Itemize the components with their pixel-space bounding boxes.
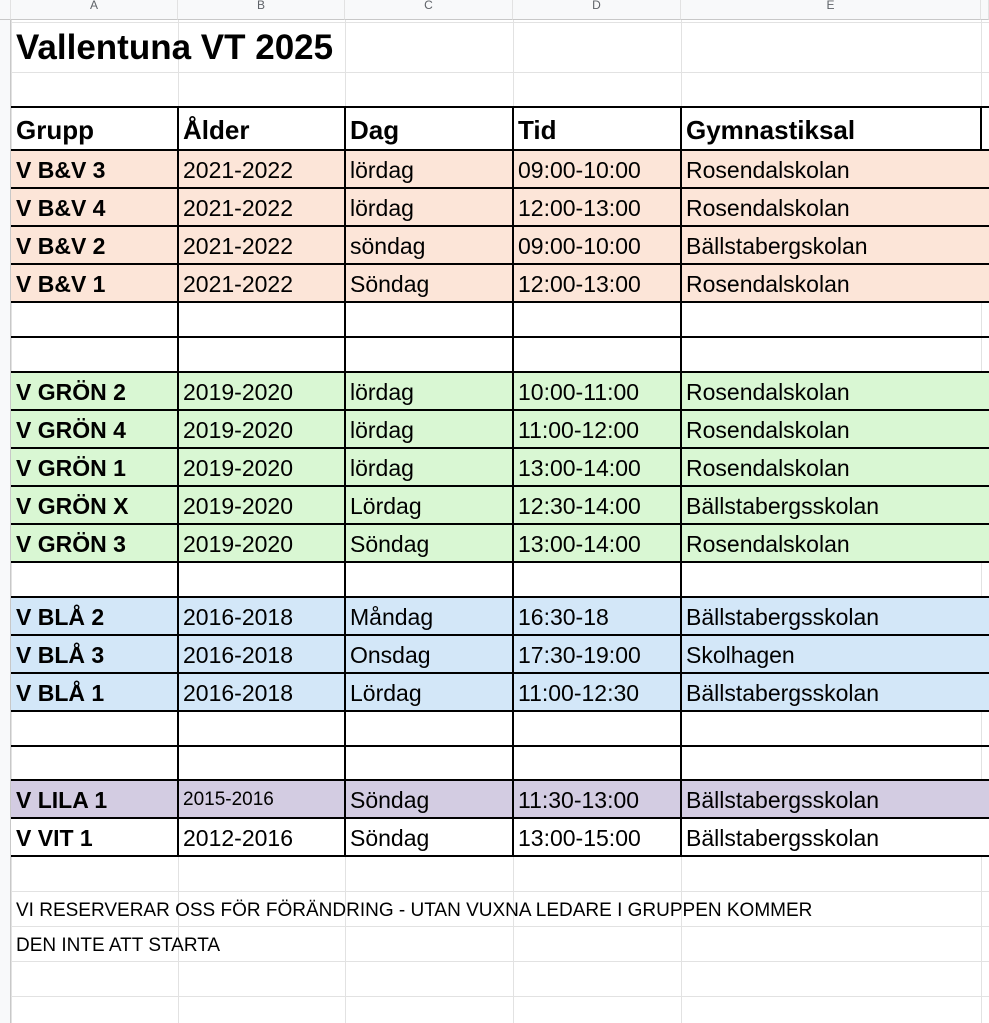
- cell-border: [980, 107, 982, 150]
- cell-value: 12:00-13:00: [518, 271, 641, 297]
- table-cell[interactable]: [681, 635, 981, 673]
- header-cell[interactable]: [11, 107, 178, 145]
- cell-value: V B&V 4: [16, 195, 106, 221]
- table-cell[interactable]: [681, 410, 981, 448]
- table-cell[interactable]: [11, 597, 178, 635]
- gridline: [0, 22, 989, 23]
- cell-value: 16:30-18: [518, 604, 609, 630]
- cell-value: V VIT 1: [16, 825, 93, 851]
- table-cell[interactable]: [513, 635, 681, 673]
- cell-value: V GRÖN X: [16, 493, 129, 519]
- cell-value: 12:30-14:00: [518, 493, 641, 519]
- table-cell[interactable]: [11, 264, 178, 302]
- cell-value: Lördag: [350, 680, 422, 706]
- cell-value: lördag: [350, 417, 414, 443]
- column-header-c[interactable]: C: [345, 0, 513, 20]
- cell-border: [177, 107, 179, 856]
- cell-border: [11, 447, 989, 449]
- cell-value: 2021-2022: [183, 157, 293, 183]
- gridline: [0, 891, 989, 892]
- gridline: [0, 996, 989, 997]
- table-row: [11, 264, 989, 302]
- table-row: [11, 410, 989, 448]
- header-cell[interactable]: [178, 107, 345, 145]
- gridline: [0, 926, 989, 927]
- header-label: Dag: [350, 115, 400, 145]
- column-header-f[interactable]: [981, 0, 989, 20]
- header-row: [11, 107, 989, 145]
- cell-value: V BLÅ 1: [16, 680, 105, 706]
- table-row: [11, 635, 989, 673]
- cell-value: Söndag: [350, 531, 430, 557]
- table-cell[interactable]: [681, 448, 981, 486]
- cell-value: 2016-2018: [183, 680, 293, 706]
- cell-value: Rosendalskolan: [686, 417, 850, 443]
- corner-cell[interactable]: [0, 0, 11, 20]
- table-row: [11, 780, 989, 818]
- header-label: Gymnastiksal: [686, 115, 856, 145]
- table-cell[interactable]: [513, 188, 681, 226]
- cell-border: [11, 187, 989, 189]
- cell-border: [11, 672, 989, 674]
- table-row: [11, 818, 989, 856]
- cell-value: 2019-2020: [183, 455, 293, 481]
- cell-value: V LILA 1: [16, 787, 108, 813]
- table-cell[interactable]: [345, 597, 513, 635]
- header-label: Ålder: [183, 115, 250, 145]
- table-cell[interactable]: [11, 780, 178, 818]
- table-cell[interactable]: [11, 372, 178, 410]
- cell-value: 11:00-12:30: [518, 680, 640, 706]
- table-cell[interactable]: [513, 486, 681, 524]
- table-cell[interactable]: [178, 524, 345, 562]
- cell-value: 2015-2016: [183, 789, 274, 810]
- cell-value: Bällstabergskolan: [686, 233, 868, 259]
- table-cell[interactable]: [513, 818, 681, 856]
- cell-value: söndag: [350, 233, 426, 259]
- column-header-b[interactable]: B: [178, 0, 345, 20]
- cell-value: Onsdag: [350, 642, 431, 668]
- table-cell[interactable]: [513, 524, 681, 562]
- cell-value: 09:00-10:00: [518, 233, 641, 259]
- cell-value: 10:00-11:00: [518, 379, 640, 405]
- table-cell[interactable]: [345, 372, 513, 410]
- header-cell[interactable]: [345, 107, 513, 145]
- cell-value: 12:00-13:00: [518, 195, 641, 221]
- header-cell[interactable]: [681, 107, 981, 145]
- cell-border: [11, 596, 989, 598]
- table-cell[interactable]: [11, 818, 178, 856]
- cell-value: 17:30-19:00: [518, 642, 641, 668]
- column-header-a[interactable]: A: [11, 0, 178, 20]
- column-header-d[interactable]: D: [513, 0, 681, 20]
- table-cell[interactable]: [345, 486, 513, 524]
- table-cell[interactable]: [11, 486, 178, 524]
- cell-value: lördag: [350, 455, 414, 481]
- row-header-strip[interactable]: [0, 20, 11, 1023]
- table-row: [11, 448, 989, 486]
- header-label: Grupp: [16, 115, 94, 145]
- cell-value: Söndag: [350, 825, 430, 851]
- gridline: [0, 961, 989, 962]
- cell-value: Rosendalskolan: [686, 455, 850, 481]
- cell-border: [11, 263, 989, 265]
- table-row: [11, 372, 989, 410]
- cell-border: [11, 523, 989, 525]
- cell-value: 11:30-13:00: [518, 787, 640, 813]
- cell-border: [11, 561, 989, 563]
- header-cell[interactable]: [513, 107, 681, 145]
- cell-value: Bällstabergsskolan: [686, 787, 880, 813]
- cell-value: Rosendalskolan: [686, 379, 850, 405]
- notice-line-1: VI RESERVERAR OSS FÖR FÖRÄNDRING - UTAN VUXNA LEDARE I GRUPPEN KOMMER: [16, 900, 813, 921]
- table-cell[interactable]: [11, 673, 178, 711]
- table-cell[interactable]: [681, 597, 981, 635]
- cell-value: 2021-2022: [183, 233, 293, 259]
- cell-value: 2019-2020: [183, 493, 293, 519]
- cell-value: 2021-2022: [183, 195, 293, 221]
- table-cell[interactable]: [11, 188, 178, 226]
- table-cell[interactable]: [681, 226, 981, 264]
- cell-border: [344, 107, 346, 856]
- cell-value: lördag: [350, 157, 414, 183]
- cell-value: Skolhagen: [686, 642, 795, 668]
- cell-border: [11, 336, 989, 338]
- table-cell[interactable]: [345, 264, 513, 302]
- cell-border: [11, 371, 989, 373]
- table-cell[interactable]: [681, 486, 981, 524]
- table-cell[interactable]: [513, 226, 681, 264]
- cell-border: [11, 301, 989, 303]
- table-cell[interactable]: [681, 780, 981, 818]
- cell-value: V GRÖN 4: [16, 417, 126, 443]
- table-cell[interactable]: [11, 524, 178, 562]
- table-cell[interactable]: [513, 448, 681, 486]
- table-cell[interactable]: [513, 410, 681, 448]
- cell-value: Lördag: [350, 493, 422, 519]
- table-cell[interactable]: [178, 597, 345, 635]
- cell-value: 2016-2018: [183, 642, 293, 668]
- table-cell[interactable]: [11, 150, 178, 188]
- table-row: [11, 188, 989, 226]
- cell-value: 2019-2020: [183, 379, 293, 405]
- cell-value: V GRÖN 1: [16, 455, 126, 481]
- table-cell[interactable]: [345, 188, 513, 226]
- cell-value: V B&V 1: [16, 271, 106, 297]
- table-cell[interactable]: [178, 150, 345, 188]
- cell-value: Rosendalskolan: [686, 157, 850, 183]
- table-cell[interactable]: [178, 818, 345, 856]
- cell-value: Söndag: [350, 787, 430, 813]
- table-cell[interactable]: [11, 448, 178, 486]
- table-cell[interactable]: [681, 372, 981, 410]
- table-row: [11, 486, 989, 524]
- cell-border: [11, 634, 989, 636]
- notice-line-2: DEN INTE ATT STARTA: [16, 935, 221, 956]
- cell-value: 09:00-10:00: [518, 157, 641, 183]
- table-cell[interactable]: [681, 264, 981, 302]
- table-cell[interactable]: [513, 150, 681, 188]
- cell-value: V GRÖN 2: [16, 379, 126, 405]
- table-cell[interactable]: [178, 486, 345, 524]
- cell-value: Bällstabergsskolan: [686, 604, 880, 630]
- cell-value: V BLÅ 2: [16, 604, 105, 630]
- table-cell[interactable]: [345, 780, 513, 818]
- cell-value: V GRÖN 3: [16, 531, 126, 557]
- table-cell[interactable]: [178, 264, 345, 302]
- table-cell[interactable]: [11, 635, 178, 673]
- table-row: [11, 226, 989, 264]
- header-label: Tid: [518, 115, 557, 145]
- cell-border: [11, 225, 989, 227]
- cell-border: [11, 106, 989, 108]
- cell-value: Rosendalskolan: [686, 271, 850, 297]
- cell-value: Bällstabergsskolan: [686, 493, 880, 519]
- table-cell[interactable]: [513, 597, 681, 635]
- column-header-e[interactable]: E: [681, 0, 981, 20]
- table-cell[interactable]: [681, 188, 981, 226]
- cell-border: [512, 107, 514, 856]
- table-cell[interactable]: [178, 780, 345, 818]
- cell-value: Rosendalskolan: [686, 531, 850, 557]
- table-cell[interactable]: [178, 673, 345, 711]
- table-cell[interactable]: [681, 818, 981, 856]
- cell-value: 2019-2020: [183, 417, 293, 443]
- cell-border: [11, 817, 989, 819]
- cell-value: Bällstabergsskolan: [686, 825, 880, 851]
- table-cell[interactable]: [345, 226, 513, 264]
- table-cell[interactable]: [513, 673, 681, 711]
- table-cell[interactable]: [681, 150, 981, 188]
- table-row: [11, 524, 989, 562]
- cell-value: V B&V 3: [16, 157, 106, 183]
- table-cell[interactable]: [11, 226, 178, 264]
- table-cell[interactable]: [681, 673, 981, 711]
- cell-value: 13:00-14:00: [518, 531, 641, 557]
- table-cell[interactable]: [178, 635, 345, 673]
- cell-border: [11, 745, 989, 747]
- table-cell[interactable]: [513, 372, 681, 410]
- table-row: [11, 673, 989, 711]
- cell-value: V BLÅ 3: [16, 642, 105, 668]
- table-cell[interactable]: [345, 410, 513, 448]
- table-cell[interactable]: [178, 188, 345, 226]
- table-cell[interactable]: [178, 448, 345, 486]
- cell-value: 11:00-12:00: [518, 417, 640, 443]
- table-cell[interactable]: [345, 818, 513, 856]
- cell-value: Bällstabergsskolan: [686, 680, 880, 706]
- cell-border: [11, 485, 989, 487]
- table-cell[interactable]: [345, 448, 513, 486]
- cell-value: Rosendalskolan: [686, 195, 850, 221]
- table-row: [11, 150, 989, 188]
- cell-border: [11, 779, 989, 781]
- table-cell[interactable]: [681, 524, 981, 562]
- cell-value: 13:00-14:00: [518, 455, 641, 481]
- cell-value: Söndag: [350, 271, 430, 297]
- cell-border: [11, 855, 989, 857]
- cell-value: 2019-2020: [183, 531, 293, 557]
- cell-border: [11, 149, 989, 151]
- cell-value: Måndag: [350, 604, 434, 630]
- cell-border: [11, 409, 989, 411]
- table-cell[interactable]: [178, 372, 345, 410]
- sheet-title: Vallentuna VT 2025: [16, 28, 334, 67]
- cell-border: [680, 107, 682, 856]
- table-cell[interactable]: [178, 226, 345, 264]
- table-cell[interactable]: [513, 264, 681, 302]
- cell-border: [11, 710, 989, 712]
- cell-value: lördag: [350, 379, 414, 405]
- table-cell[interactable]: [345, 635, 513, 673]
- table-cell[interactable]: [345, 673, 513, 711]
- table-cell[interactable]: [345, 524, 513, 562]
- cell-value: 2021-2022: [183, 271, 293, 297]
- cell-value: 2016-2018: [183, 604, 293, 630]
- cell-value: lördag: [350, 195, 414, 221]
- cell-value: V B&V 2: [16, 233, 106, 259]
- table-cell[interactable]: [513, 780, 681, 818]
- cell-value: 13:00-15:00: [518, 825, 641, 851]
- table-cell[interactable]: [11, 410, 178, 448]
- cell-value: 2012-2016: [183, 825, 293, 851]
- table-row: [11, 597, 989, 635]
- gridline: [0, 72, 989, 73]
- table-cell[interactable]: [178, 410, 345, 448]
- table-cell[interactable]: [345, 150, 513, 188]
